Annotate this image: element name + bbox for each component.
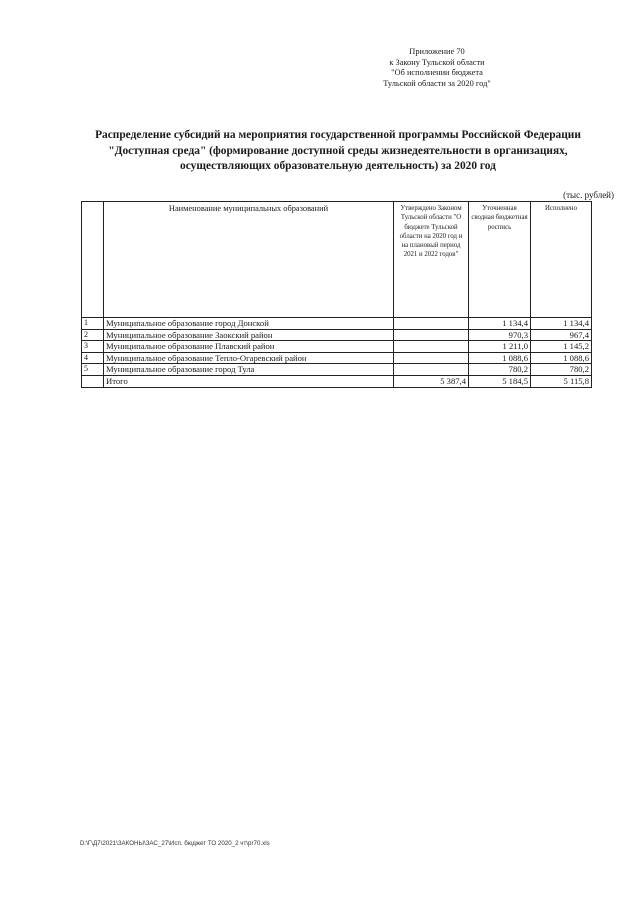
total-executed: 5 115,8: [531, 375, 592, 387]
row-refined: 1 134,4: [469, 318, 531, 330]
row-executed: 1 145,2: [531, 341, 592, 353]
header-number: [82, 202, 104, 318]
appendix-line: Тульской области за 2020 год": [383, 78, 491, 88]
subsidy-table: [81, 201, 592, 388]
row-refined: 970,3: [469, 329, 531, 341]
table-row: [82, 318, 592, 330]
title-line: осуществляющих образовательную деятельность) за 2020 год: [180, 160, 496, 172]
header-executed: Исполнено: [531, 202, 592, 318]
row-refined: 1 088,6: [469, 352, 531, 364]
table-row: [82, 352, 592, 364]
header-refined: Уточненная сводная бюджетная роспись: [469, 202, 531, 318]
row-name: Муниципальное образование город Тула: [104, 364, 394, 376]
units-label: (тыс. рублей): [563, 190, 614, 200]
row-executed: 1 134,4: [531, 318, 592, 330]
row-approved: [394, 352, 469, 364]
total-row: [82, 375, 592, 387]
appendix-line: к Закону Тульской области: [389, 57, 485, 67]
row-executed: 967,4: [531, 329, 592, 341]
appendix-line: Приложение 70: [409, 47, 465, 56]
file-path-footer: D:\Г\Д7\2021\ЗАКОНЫ\ЗАС_27\Исп. бюджет ТО 2020_2 чт\pr70.xls: [80, 840, 270, 847]
row-number: 1: [82, 318, 104, 330]
row-number: 2: [82, 329, 104, 341]
row-approved: [394, 341, 469, 353]
row-name: Муниципальное образование Плавский район: [104, 341, 394, 353]
row-number: 3: [82, 341, 104, 353]
row-approved: [394, 329, 469, 341]
total-approved: 5 387,4: [394, 375, 469, 387]
row-refined: 780,2: [469, 364, 531, 376]
appendix-line: "Об исполнении бюджета: [391, 68, 483, 78]
title-line: Распределение субсидий на мероприятия государственной программы Российской Федерации: [95, 129, 581, 141]
row-approved: [394, 364, 469, 376]
table-row: [82, 329, 592, 341]
header-name: Наименование муниципальных образований: [104, 202, 394, 318]
table-header-row: [82, 202, 592, 318]
row-executed: 1 088,6: [531, 352, 592, 364]
row-number: 4: [82, 352, 104, 364]
total-number: [82, 375, 104, 387]
row-approved: [394, 318, 469, 330]
document-title: [70, 128, 606, 175]
title-line: "Доступная среда" (формирование доступной среды жизнедеятельности в организациях,: [108, 144, 568, 157]
total-label: Итого: [104, 375, 394, 387]
appendix-note: [322, 47, 552, 89]
table-row: [82, 364, 592, 376]
row-refined: 1 211,0: [469, 341, 531, 353]
total-refined: 5 184,5: [469, 375, 531, 387]
row-number: 5: [82, 364, 104, 376]
row-name: Муниципальное образование Тепло-Огаревский район: [104, 352, 394, 364]
header-approved: Утверждено Законом Тульской области "О бюджете Тульской области на 2020 год и на плановый период 2021 и 2022 годов": [394, 202, 469, 318]
row-executed: 780,2: [531, 364, 592, 376]
row-name: Муниципальное образование город Донской: [104, 318, 394, 330]
row-name: Муниципальное образование Заокский район: [104, 329, 394, 341]
table-row: [82, 341, 592, 353]
